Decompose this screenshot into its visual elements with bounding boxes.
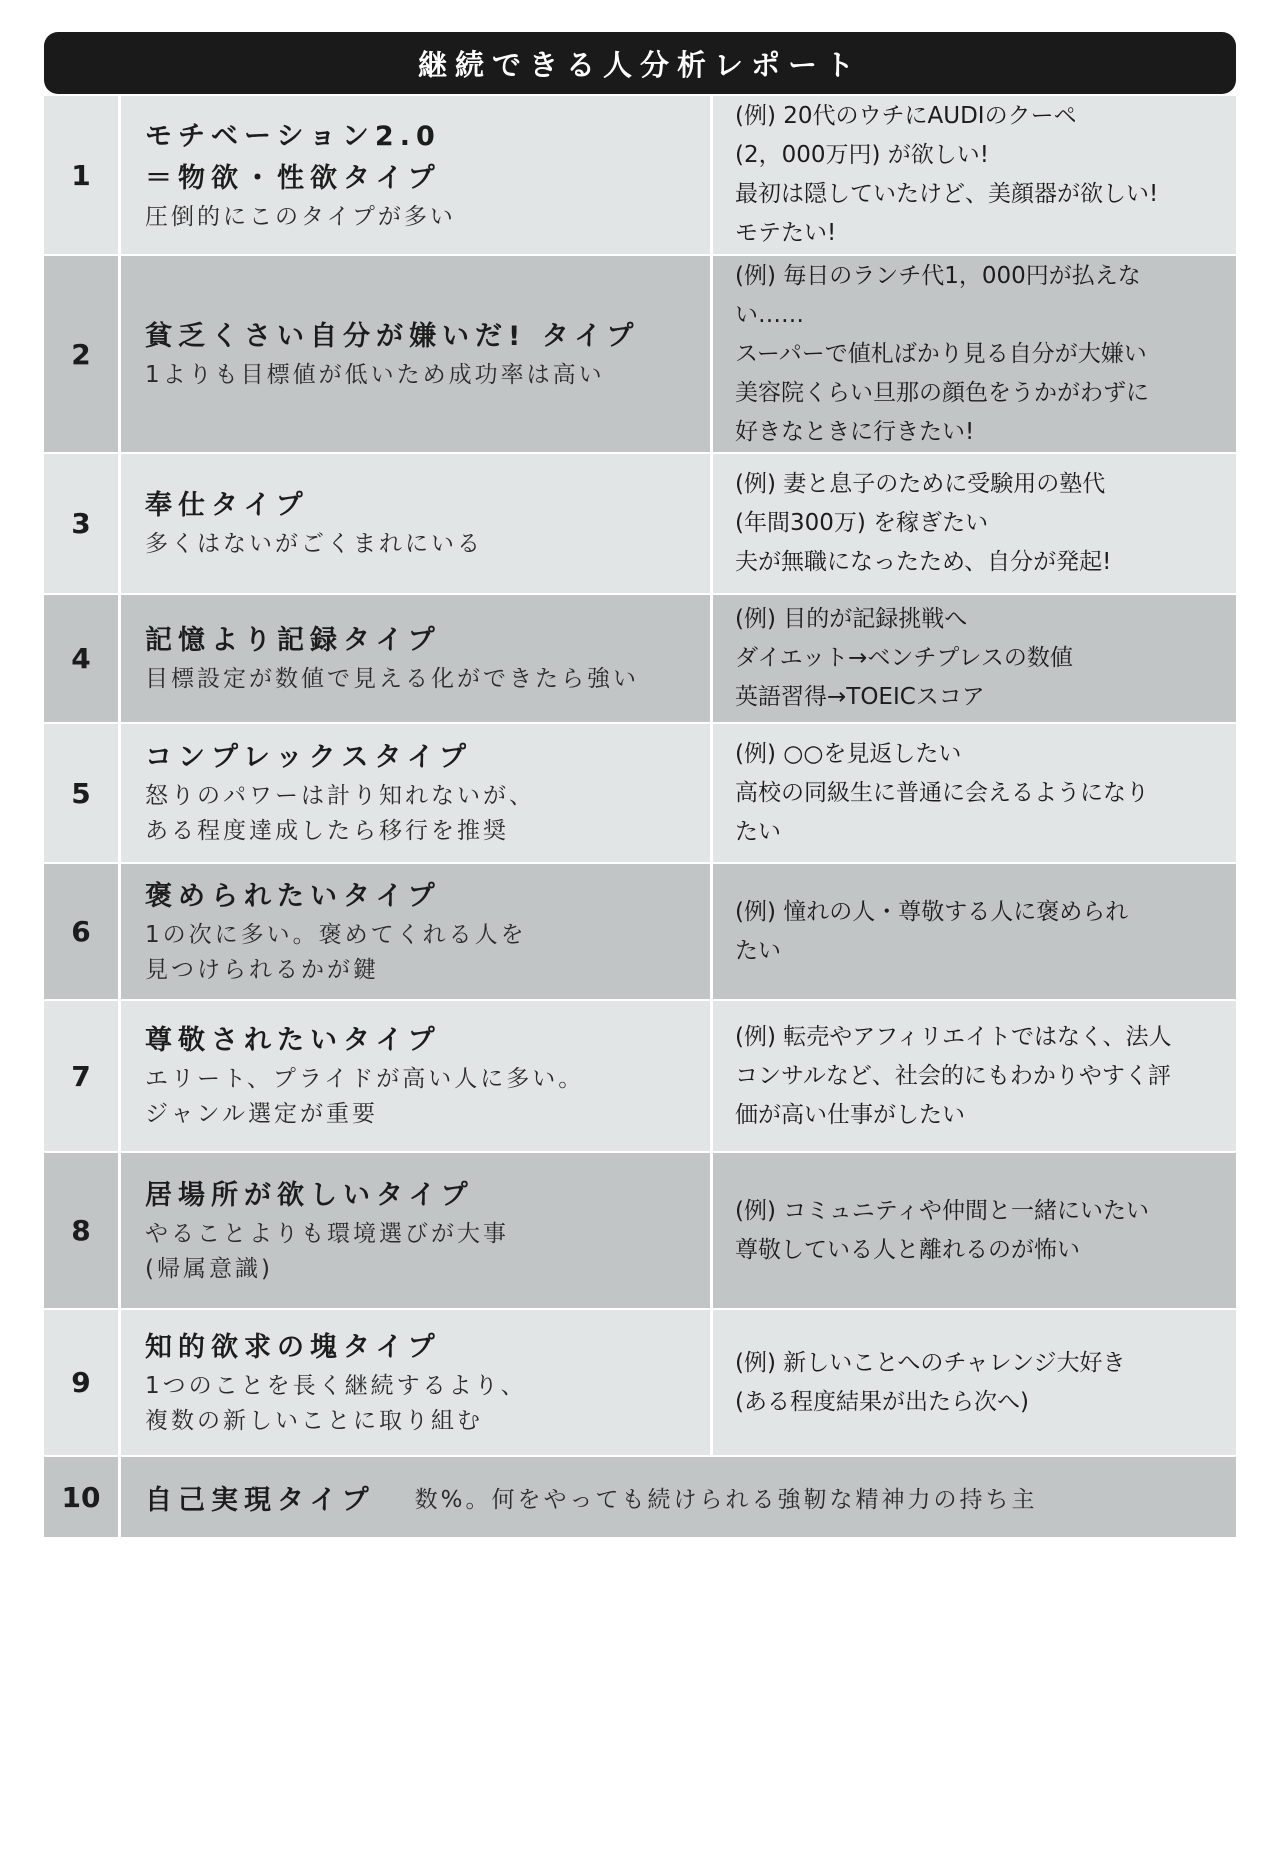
example-cell [713,256,1236,452]
example-cell [713,724,1236,862]
type-cell [121,1001,713,1151]
row-number: 6 [44,864,121,999]
example-line: 尊敬している人と離れるのが怖い [735,1236,1080,1263]
example-line: たい [735,818,781,845]
example-cell [713,1153,1236,1308]
type-cell [121,864,713,999]
type-description: 目標設定が数値で見える化ができたら強い [145,666,639,692]
example-line: ダイエット→ベンチプレスの数値 [735,645,1073,671]
type-cell [121,454,713,593]
row-number: 2 [44,256,121,452]
type-description: 複数の新しいことに取り組む [145,1407,483,1434]
type-description: ある程度達成したら移行を推奨 [145,818,509,844]
type-title: モチベーション2.0 [145,120,441,152]
row-number: 10 [44,1457,121,1537]
type-cell [121,595,713,722]
type-cell [121,1457,1236,1537]
table-row [44,454,1236,593]
table-row [44,96,1236,254]
table-row [44,1001,1236,1151]
type-cell [121,724,713,862]
type-title: 奉仕タイプ [145,490,309,521]
type-title: コンプレックスタイプ [145,742,473,773]
example-line: (例) ○○を見返したい [735,740,962,767]
example-line: (例) 目的が記録挑戦へ [735,606,968,632]
type-title: 褒められたいタイプ [145,880,441,912]
example-line: (年間300万) を稼ぎたい [735,510,989,536]
row-number: 7 [44,1001,121,1151]
type-cell [121,256,713,452]
example-line: 高校の同級生に普通に会えるようになり [735,779,1149,806]
table-row [44,595,1236,722]
example-line: 英語習得→TOEICスコア [735,684,985,710]
type-description: 見つけられるかが鍵 [145,956,379,983]
type-description: 1の次に多い。褒めてくれる人を [145,921,527,948]
example-line: 最初は隠していたけど、美顔器が欲しい! [735,181,1159,207]
row-number: 1 [44,96,121,254]
table-row [44,724,1236,862]
example-line: (例) 20代のウチにAUDIのクーペ [735,103,1077,129]
table-row [44,1153,1236,1308]
row-number: 8 [44,1153,121,1308]
example-line: 好きなときに行きたい! [735,418,975,445]
type-title: 貧乏くさい自分が嫌いだ! タイプ [145,320,640,352]
type-title: ＝物欲・性欲タイプ [145,162,441,194]
report-header [44,32,1236,94]
example-line: (例) コミュニティや仲間と一緒にいたい [735,1197,1149,1224]
type-description: 数%。何をやっても続けられる強靭な精神力の持ち主 [414,1486,1038,1513]
example-line: (例) 憧れの人・尊敬する人に褒められ [735,898,1129,925]
type-description: 圧倒的にこのタイプが多い [145,203,456,230]
report-title: 継続できる人分析レポート [417,47,862,82]
type-description: 多くはないがごくまれにいる [145,531,483,557]
example-cell [713,454,1236,593]
row-number: 9 [44,1310,121,1455]
example-cell [713,96,1236,254]
table-row [44,1457,1236,1537]
example-line: 価が高い仕事がしたい [735,1101,965,1128]
example-line: (例) 新しいことへのチャレンジ大好き [735,1349,1126,1376]
example-line: たい [735,937,781,964]
table-row [44,864,1236,999]
type-title: 居場所が欲しいタイプ [145,1179,474,1211]
type-title: 記憶より記録タイプ [145,625,441,656]
row-number: 4 [44,595,121,722]
type-title: 自己実現タイプ [145,1484,375,1516]
example-line: スーパーで値札ばかり見る自分が大嫌い [735,340,1147,367]
example-cell [713,864,1236,999]
example-cell [713,1001,1236,1151]
type-description: ジャンル選定が重要 [145,1101,378,1127]
example-line: (ある程度結果が出たら次へ) [735,1388,1029,1415]
example-line: い…… [735,301,804,328]
type-cell [121,1310,713,1455]
row-number: 3 [44,454,121,593]
type-title: 尊敬されたいタイプ [145,1025,441,1056]
example-line: モテたい! [735,220,837,246]
example-line: 夫が無職になったため、自分が発起! [735,549,1112,575]
example-line: (例) 妻と息子のために受験用の塾代 [735,471,1106,497]
type-description: エリート、プライドが高い人に多い。 [145,1066,585,1092]
example-line: 美容院くらい旦那の顔色をうかがわずに [735,379,1149,406]
type-cell [121,96,713,254]
table-row [44,1310,1236,1455]
example-cell [713,1310,1236,1455]
example-line: コンサルなど、社会的にもわかりやすく評 [735,1062,1171,1089]
type-cell [121,1153,713,1308]
example-line: (例) 転売やアフィリエイトではなく、法人 [735,1023,1172,1050]
type-description: やることよりも環境選びが大事 [145,1220,509,1247]
example-line: (2，000万円) が欲しい! [735,142,990,168]
example-cell [713,595,1236,722]
type-description: 怒りのパワーは計り知れないが、 [145,783,535,809]
type-description: (帰属意識) [145,1255,273,1282]
row-number: 5 [44,724,121,862]
example-line: (例) 毎日のランチ代1，000円が払えな [735,262,1141,289]
type-title: 知的欲求の塊タイプ [145,1331,441,1363]
table-row [44,256,1236,452]
type-description: 1つのことを長く継続するより、 [145,1372,527,1399]
type-description: 1よりも目標値が低いため成功率は高い [145,361,605,388]
